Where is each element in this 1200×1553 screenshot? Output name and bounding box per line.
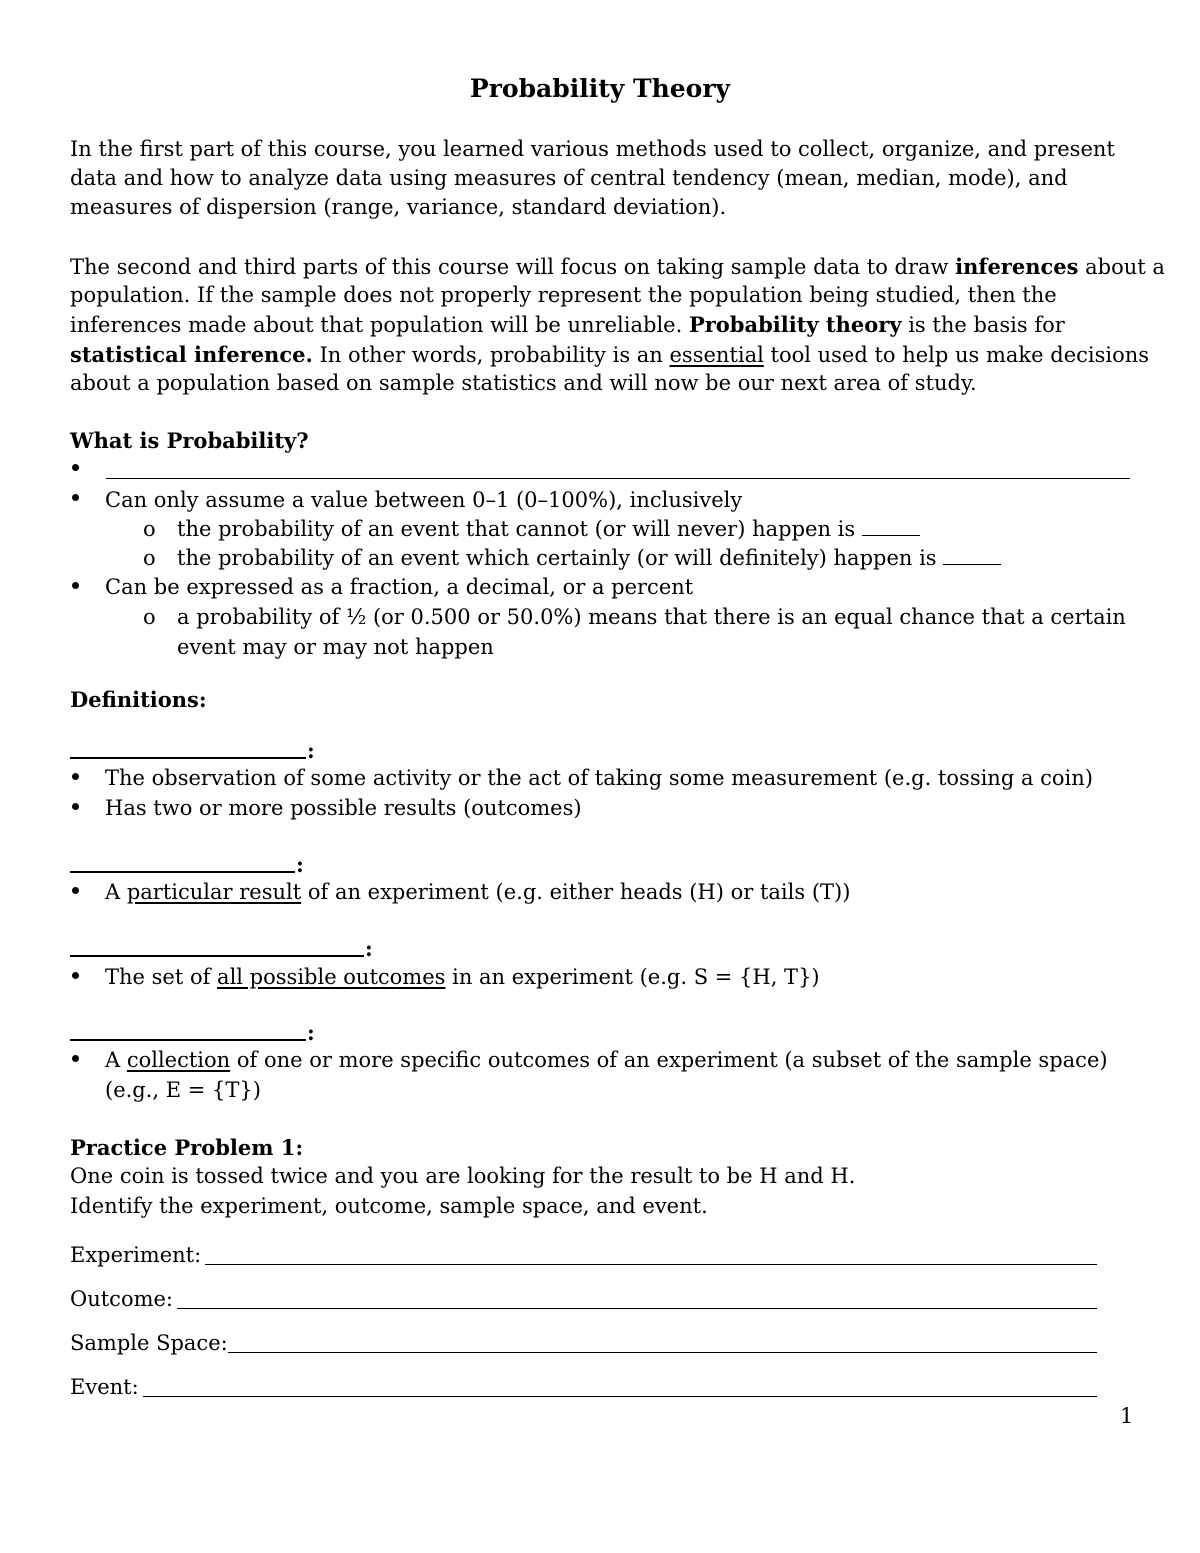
bullet-icon — [72, 972, 79, 979]
definition-3-post: in an experiment (e.g. S = {H, T}) — [445, 965, 820, 989]
definition-1-bullet-2: Has two or more possible results (outcomes) — [105, 796, 582, 820]
sub-bullet-impossible-text: the probability of an event that cannot (or will never) happen is — [177, 517, 856, 541]
definition-3-bullet — [105, 967, 820, 988]
blank-certain[interactable] — [943, 548, 1001, 565]
para2-line-1 — [70, 256, 1165, 278]
experiment-answer-line[interactable] — [205, 1264, 1097, 1265]
para2-line-3-end: is the basis for — [901, 313, 1065, 337]
blank-impossible[interactable] — [862, 519, 920, 536]
para2-line-4-text: In other words, probability is an — [312, 343, 670, 367]
event-label: Event: — [70, 1375, 139, 1399]
definition-colon: : — [307, 1020, 315, 1045]
definition-4-bullet — [105, 1050, 1108, 1071]
term-statistical-inference: statistical inference. — [70, 342, 313, 367]
practice-line-2: Identify the experiment, outcome, sample space, and event. — [70, 1194, 708, 1218]
sub-bullet-icon: o — [143, 605, 156, 629]
outcome-label: Outcome: — [70, 1287, 174, 1311]
definitions-heading: Definitions: — [70, 687, 207, 712]
sub-bullet-certain-text: the probability of an event which certainly (or will definitely) happen is — [177, 546, 937, 570]
para2-line-1-end: about a — [1078, 255, 1165, 279]
para2-line-4 — [70, 344, 1149, 366]
term-probability-theory: Probability theory — [688, 312, 902, 337]
definition-blank-3[interactable] — [70, 955, 364, 957]
para2-line-4-end: tool used to help us make decisions — [763, 343, 1150, 367]
sample-space-answer-line[interactable] — [228, 1352, 1097, 1353]
definition-2-bullet — [105, 882, 850, 903]
bullet-icon — [72, 494, 79, 501]
para2-line-1-text: The second and third parts of this course will focus on taking sample data to draw — [70, 255, 956, 279]
definition-1-bullet-1: The observation of some activity or the act of taking some measurement (e.g. tossing a coin) — [105, 766, 1093, 790]
sample-space-label: Sample Space: — [70, 1331, 228, 1355]
word-collection: collection — [126, 1048, 231, 1072]
term-inferences: inferences — [955, 254, 1079, 279]
intro-line-2: data and how to analyze data using measures of central tendency (mean, median, mode), and — [70, 166, 1068, 190]
sub-bullet-icon: o — [143, 546, 156, 570]
event-answer-line[interactable] — [143, 1396, 1097, 1397]
page-title: Probability Theory — [469, 74, 731, 103]
definition-2-post: of an experiment (e.g. either heads (H) or tails (T)) — [301, 880, 851, 904]
what-is-bullet-2: Can only assume a value between 0–1 (0–100%), inclusively — [105, 488, 743, 512]
para2-line-5: about a population based on sample statistics and will now be our next area of study. — [70, 371, 977, 395]
para2-line-2: population. If the sample does not properly represent the population being studied, then the — [70, 283, 1057, 307]
bullet-icon — [72, 1055, 79, 1062]
experiment-label: Experiment: — [70, 1243, 202, 1267]
definition-2-pre: A — [105, 880, 127, 904]
sub-bullet-impossible — [177, 519, 920, 540]
outcome-answer-line[interactable] — [177, 1308, 1097, 1309]
what-is-heading: What is Probability? — [70, 428, 309, 453]
sub-bullet-half-line-2: event may or may not happen — [177, 635, 494, 659]
practice-line-1: One coin is tossed twice and you are looking for the result to be H and H. — [70, 1164, 856, 1188]
definition-blank-4[interactable] — [70, 1039, 306, 1041]
phrase-particular-result: particular result — [126, 880, 302, 904]
definition-colon: : — [307, 738, 315, 763]
definition-colon: : — [365, 936, 373, 961]
bullet-icon — [72, 464, 79, 471]
para2-line-3 — [70, 314, 1065, 336]
definition-3-pre: The set of — [105, 965, 218, 989]
bullet-icon — [72, 803, 79, 810]
definition-blank-1[interactable] — [70, 757, 306, 759]
bullet-icon — [72, 582, 79, 589]
definition-blank-2[interactable] — [70, 871, 295, 873]
definition-4-post: of one or more specific outcomes of an experiment (a subset of the sample space) — [230, 1048, 1108, 1072]
intro-line-3: measures of dispersion (range, variance, standard deviation). — [70, 195, 727, 219]
definition-colon: : — [296, 852, 304, 877]
intro-line-1: In the first part of this course, you learned various methods used to collect, organize, and present — [70, 137, 1115, 161]
sub-bullet-icon: o — [143, 517, 156, 541]
page-number: 1 — [1120, 1404, 1134, 1428]
sub-bullet-certain — [177, 548, 1001, 569]
definition-4-line-2: (e.g., E = {T}) — [105, 1078, 261, 1102]
bullet-icon — [72, 773, 79, 780]
word-essential: essential — [669, 343, 764, 367]
sub-bullet-half-line-1: a probability of ½ (or 0.500 or 50.0%) means that there is an equal chance that a certain — [177, 605, 1126, 629]
answer-line-what-is[interactable] — [106, 478, 1130, 479]
what-is-bullet-3: Can be expressed as a fraction, a decimal, or a percent — [105, 575, 694, 599]
practice-heading: Practice Problem 1: — [70, 1135, 304, 1160]
phrase-all-possible-outcomes: all possible outcomes — [217, 965, 446, 989]
para2-line-3-text: inferences made about that population will be unreliable. — [70, 313, 689, 337]
bullet-icon — [72, 887, 79, 894]
definition-4-pre: A — [105, 1048, 127, 1072]
